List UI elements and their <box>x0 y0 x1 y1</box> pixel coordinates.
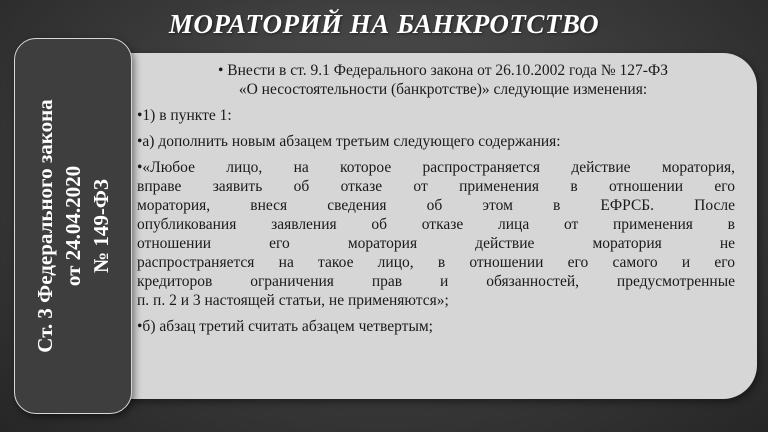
text-line: «О несостоятельности (банкротстве)» следующие изменения: <box>238 81 648 98</box>
text-line: распространяется на такое лицо, в отношении его самого и его <box>137 254 735 271</box>
text-line: кредиторов ограничения прав и обязанностей, предусмотренные <box>137 273 735 290</box>
content-text <box>137 61 735 343</box>
side-label-line: Ст. 3 Федерального закона <box>33 99 57 353</box>
text-line: п. п. 2 и 3 настоящей статьи, не применяются»; <box>137 292 449 309</box>
slide-title: МОРАТОРИЙ НА БАНКРОТСТВО <box>168 9 600 39</box>
side-label-line: от 24.04.2020 <box>61 165 85 287</box>
item-a <box>137 132 735 151</box>
quote-paragraph <box>137 158 735 310</box>
text-line: опубликования заявления об отказе лица от применения в <box>137 216 735 233</box>
side-panel <box>14 38 132 414</box>
side-label-line: № 149-ФЗ <box>89 179 113 273</box>
text-line: отношении его моратория действие моратория не <box>137 235 735 252</box>
item-point-1 <box>137 106 735 125</box>
text-line: •а) дополнить новым абзацем третьим следующего содержания: <box>137 133 561 150</box>
text-line: •«Любое лицо, на которое распространяется действие моратория, <box>137 159 735 176</box>
item-b <box>137 317 735 336</box>
side-label <box>31 46 115 406</box>
text-line: вправе заявить об отказе от применения в отношении его <box>137 178 735 195</box>
text-line: моратория, внеся сведения об этом в ЕФРСБ. После <box>137 197 735 214</box>
text-line: • Внести в ст. 9.1 Федерального закона от 26.10.2002 года № 127-ФЗ <box>218 62 668 79</box>
text-line: •1) в пункте 1: <box>137 107 232 124</box>
text-line: •б) абзац третий считать абзацем четвертым; <box>137 318 433 335</box>
intro-paragraph <box>137 61 735 99</box>
